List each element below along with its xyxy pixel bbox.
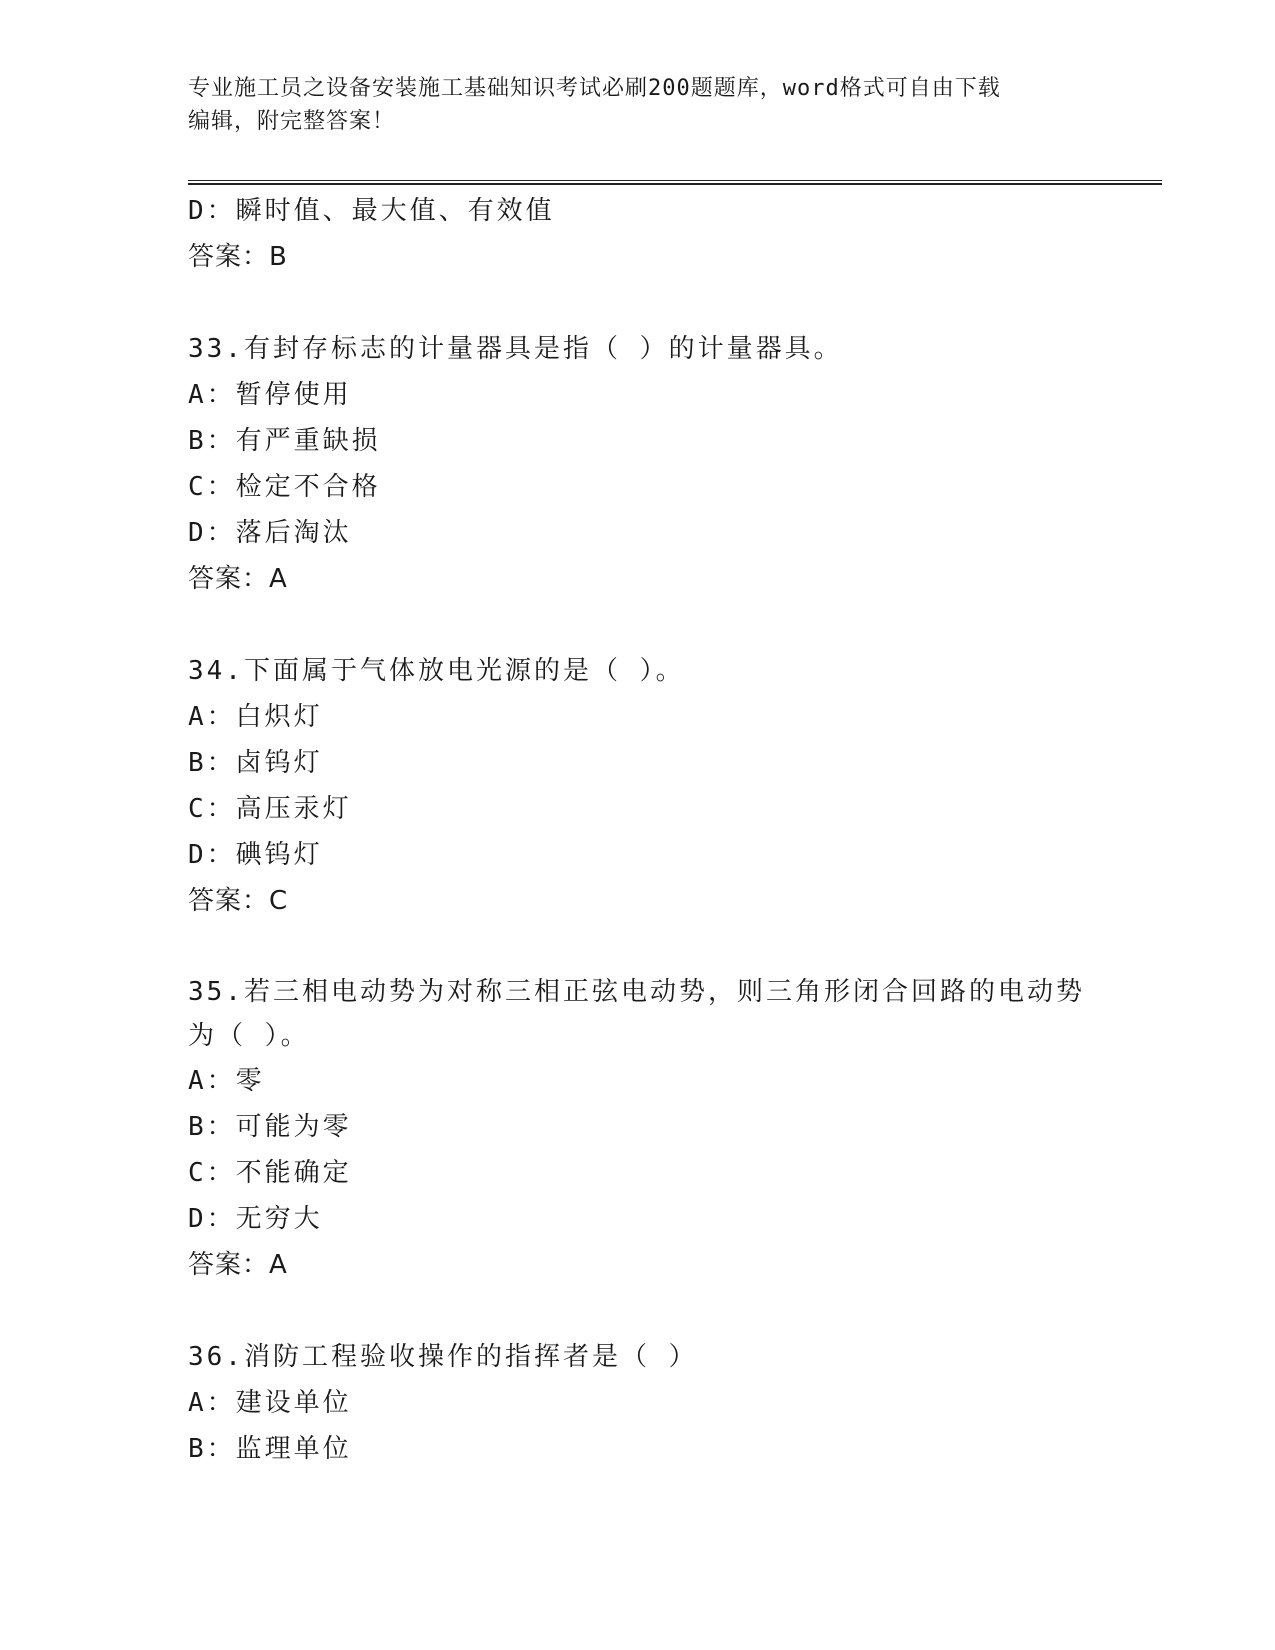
option-b: B：可能为零: [188, 1112, 352, 1142]
option-a: A：零: [188, 1066, 265, 1096]
answer-line: 答案：B: [188, 242, 288, 272]
spacer: [188, 1288, 1088, 1334]
option-a: A：白炽灯: [188, 702, 323, 732]
spacer: [188, 924, 1088, 970]
question-33: [188, 326, 1088, 602]
question-stem-line-1: 35.若三相电动势为对称三相正弦电动势，则三角形闭合回路的电动势: [188, 977, 1085, 1007]
question-34: [188, 648, 1088, 924]
option-d: D：无穷大: [188, 1204, 323, 1234]
spacer: [188, 602, 1088, 648]
document-header: [188, 72, 1068, 138]
question-36: [188, 1334, 1088, 1472]
answer-line: 答案：C: [188, 886, 289, 916]
option-b: B：监理单位: [188, 1434, 352, 1464]
option-c: C：高压汞灯: [188, 794, 352, 824]
spacer: [188, 280, 1088, 326]
header-title-line-1: 专业施工员之设备安装施工基础知识考试必刷200题题库，word格式可自由下载: [188, 76, 1001, 101]
option-b: B：有严重缺损: [188, 426, 381, 456]
option-a: A：建设单位: [188, 1388, 352, 1418]
question-list: [188, 188, 1088, 1472]
question-stem: 33.有封存标志的计量器具是指（ ）的计量器具。: [188, 334, 843, 364]
option-b: B：卤钨灯: [188, 748, 323, 778]
question-35: [188, 970, 1088, 1288]
option-c: C：检定不合格: [188, 472, 381, 502]
option-d: D：瞬时值、最大值、有效值: [188, 196, 555, 226]
option-d: D：落后淘汰: [188, 518, 352, 548]
question-stem-line-2: 为（ ）。: [188, 1021, 310, 1051]
answer-line: 答案：A: [188, 564, 288, 594]
option-d: D：碘钨灯: [188, 840, 323, 870]
option-a: A：暂停使用: [188, 380, 352, 410]
header-title-line-2: 编辑，附完整答案！: [188, 109, 396, 134]
answer-line: 答案：A: [188, 1250, 288, 1280]
question-stem: 34.下面属于气体放电光源的是（ ）。: [188, 656, 685, 686]
option-c: C：不能确定: [188, 1158, 352, 1188]
header-divider: [188, 180, 1162, 185]
question-32-tail: [188, 188, 1088, 280]
question-stem: 36.消防工程验收操作的指挥者是（ ）: [188, 1342, 698, 1372]
